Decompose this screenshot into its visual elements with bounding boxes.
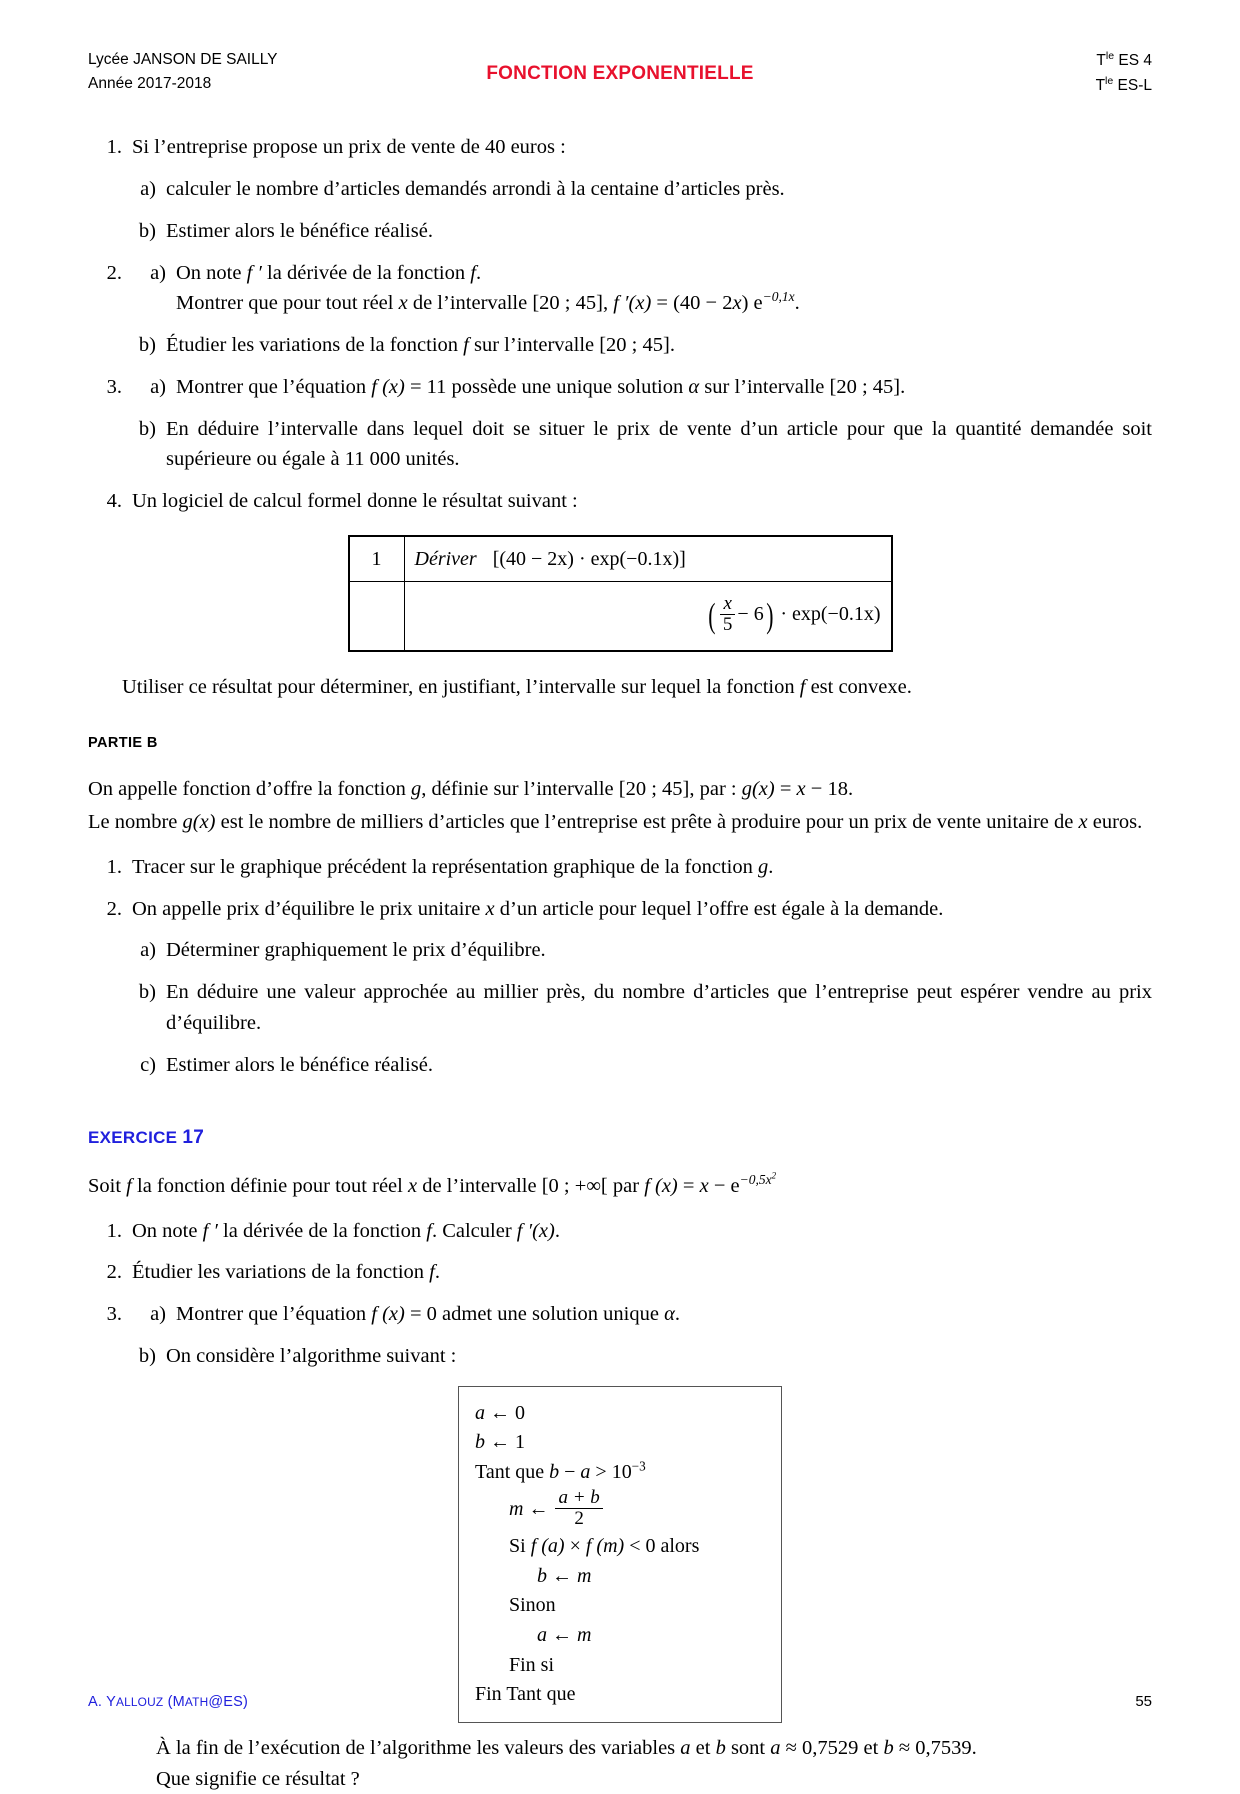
convexe-instruction [122,672,1152,703]
table-row [349,536,892,582]
cas-row-index: 1 [349,536,405,582]
text-fragment: euros. [1087,811,1143,834]
text-fragment: Montrer que pour tout réel [176,292,399,315]
list-text [132,852,1152,883]
fraction-denominator: 2 [555,1508,602,1529]
text-fragment: = 0 admet une solution unique [404,1303,665,1326]
math-a: a [680,1736,691,1759]
fraction-numerator: x [723,593,732,615]
keyword: Tant que [475,1460,550,1483]
page-footer [88,1693,1152,1710]
text-fragment: Étudier les variations de la fonction [166,334,464,357]
keyword: Si [509,1535,531,1558]
math-f: f [429,1261,435,1284]
list-text: calculer le nombre d’articles demandés arrondi à la centaine d’articles près. [166,178,785,201]
text-fragment: la dérivée de la fonction [261,261,471,284]
author-name-part2: ALLOUZ [115,1695,164,1709]
math-fx: f (x) [644,1174,678,1197]
list-marker: c) [140,1053,156,1076]
math-exponent [740,1172,776,1187]
list-text: En déduire l’intervalle dans lequel doit se situer le prix de vente d’un article pour que la quantité demandée soit supérieure ou égale à 11 000 unités. [166,417,1152,471]
class-superscript: le [1105,50,1115,62]
list-text [176,1299,1152,1330]
list-item-q3a [88,372,1152,403]
class-prefix: T [1096,52,1106,70]
list-item-b-q2 [88,894,1152,925]
text-fragment: . Calculer [431,1219,517,1242]
list-text: En déduire une valeur approchée au millier près, du nombre d’articles que l’entreprise peut espérer vendre au prix d’équilibre. [166,981,1152,1034]
list-marker: a) [140,178,156,201]
list-marker: b) [138,981,156,1004]
list-submarker: a) [150,1303,166,1326]
text-fragment: sont [725,1736,771,1759]
math-gx: g(x) [741,778,775,801]
class-prefix-2: T [1095,77,1106,95]
list-text [132,1257,1152,1288]
list-item-b-q2b [88,977,1152,1039]
exponent-base: −0,5x [739,1172,772,1188]
assign-arrow-icon: ← [528,1498,549,1521]
conclusion-text [156,1733,1152,1794]
text-fragment: Tracer sur le graphique précédent la représentation graphique de la fonction [132,855,758,878]
comparison: > 10 [590,1460,632,1483]
cas-result-table [348,535,893,652]
math-b: b [475,1431,485,1454]
list-item-b-q2a [88,935,1152,966]
assign-arrow-icon: ← [552,1624,572,1647]
list-text: Déterminer graphiquement le prix d’équilibre. [166,939,546,962]
list-item-b-q2c [88,1050,1152,1081]
math-fprime-x: f ′(x) [516,1219,555,1242]
list-text [132,894,1152,925]
list-marker: 2. [106,1261,122,1284]
fraction-x-over-5 [720,594,736,635]
fraction-denominator: 5 [720,614,736,635]
math-b: b [549,1460,560,1483]
open-paren: ( [708,595,716,635]
algorithm-container [88,1386,1152,1723]
operator: − [559,1460,581,1483]
list-text [176,258,1152,320]
exponent: −3 [631,1458,646,1474]
text-fragment: d’un article pour lequel l’offre est égale à la demande. [494,897,944,920]
algo-line-assign-b [475,1562,767,1592]
assign-arrow-icon: ← [490,1401,510,1424]
text-fragment: sur l’intervalle [20 ; 45]. [468,334,675,357]
document-body [88,132,1152,1794]
partie-b-heading: PARTIE B [88,734,158,751]
math-fa: f (a) [530,1535,565,1558]
math-f: f [426,1219,432,1242]
text-fragment: . [768,855,774,878]
algo-line-end-if: Fin si [509,1653,555,1676]
math-a: a [537,1624,547,1647]
algo-line-init-a [475,1399,767,1429]
cas-command: Dériver [414,547,477,570]
math-fm: f (m) [585,1535,625,1558]
partie-b-intro-line1 [88,774,1152,805]
list-item-e17-q2 [88,1257,1152,1288]
list-text [166,330,1152,361]
page-header [88,48,1152,98]
math-exponent: −0,1x [762,289,795,305]
minus-six: − 6 [737,603,764,626]
math-x: x [398,292,408,315]
math-a: a [475,1401,485,1424]
text-fragment: . [434,1261,440,1284]
list-marker: 3. [106,1303,122,1326]
list-marker: b) [138,417,156,440]
q2a-line1 [176,258,1152,289]
text-fragment: On appelle prix d’équilibre le prix unitaire [132,897,486,920]
exercice-label: EXERCICE [88,1128,178,1148]
school-name: Lycée JANSON DE SAILLY [88,51,278,68]
text-fragment: . [475,261,482,284]
close-paren: ) [765,595,774,635]
header-right [852,48,1152,98]
page-number: 55 [1135,1693,1152,1710]
text-fragment: de l’intervalle [0 ; +∞[ par [417,1174,645,1197]
text-fragment: . [674,1303,680,1326]
author-name-part1: A. Y [88,1694,116,1710]
text-fragment: la fonction définie pour tout réel [131,1174,408,1197]
list-submarker: a) [150,375,166,398]
conclusion-question: Que signifie ce résultat ? [156,1767,360,1790]
cas-result-tail: · exp(−0.1x) [780,603,881,626]
text-fragment: est convexe. [805,675,912,698]
list-marker: 4. [106,490,122,513]
operator: × [564,1535,586,1558]
math-x: x [1078,811,1088,834]
text-fragment: = [677,1174,700,1197]
list-item-b-q1 [88,852,1152,883]
math-g: g [410,778,422,801]
list-item-e17-q3b [88,1341,1152,1372]
text-fragment: = [774,778,797,801]
list-text: Un logiciel de calcul formel donne le résultat suivant : [132,490,578,513]
assign-arrow-icon: ← [552,1564,572,1587]
math-fx: f (x) [371,375,405,398]
class-superscript-2: le [1105,75,1114,88]
cas-expression: [(40 − 2x) · exp(−0.1x)] [492,547,686,570]
text-fragment: = 11 possède une unique solution [404,375,689,398]
comparison: < 0 [624,1535,661,1558]
list-item-q1 [88,132,1152,163]
list-marker: b) [138,1344,156,1367]
algo-line-else: Sinon [509,1594,556,1617]
text-fragment: On appelle fonction d’offre la fonction [88,778,411,801]
math-f: f [470,261,476,284]
list-marker: b) [138,334,156,357]
list-text: Estimer alors le bénéfice réalisé. [166,219,433,242]
text-fragment: = (40 − 2 [651,292,733,315]
math-x: x [796,778,806,801]
cas-row-index-empty [349,581,405,651]
school-year: Année 2017-2018 [88,75,212,93]
list-submarker: a) [150,261,166,284]
class-rest: ES 4 [1114,52,1152,70]
math-alpha: α [688,375,700,398]
text-fragment: À la fin de l’exécution de l’algorithme les valeurs des variables [156,1736,681,1759]
list-text: Estimer alors le bénéfice réalisé. [166,1053,433,1076]
list-marker: b) [138,219,156,242]
algo-line-midpoint [475,1489,767,1530]
text-fragment: Soit [88,1174,127,1197]
list-marker: 1. [106,1219,122,1242]
math-x: x [485,897,495,920]
cas-table-container [88,535,1152,652]
text-fragment: et [690,1736,716,1759]
math-x: x [407,1174,418,1197]
text-fragment: sur l’intervalle [20 ; 45]. [699,375,906,398]
text-fragment: , définie sur l’intervalle [20 ; 45], par : [421,778,742,801]
class-rest-2: ES-L [1113,77,1152,95]
math-x: x [732,292,742,315]
math-f: f [799,675,806,698]
exercice-number: 17 [182,1127,205,1149]
fraction-numerator: a + b [558,1487,600,1509]
document-title: FONCTION EXPONENTIELLE [486,63,754,84]
cas-command-cell [404,536,892,582]
list-marker: a) [140,939,156,962]
text-fragment: Étudier les variations de la fonction [132,1261,430,1284]
text-fragment: ) e [741,292,763,315]
math-a: a [770,1736,781,1759]
keyword: alors [660,1535,700,1558]
text-fragment: On note [132,1219,203,1242]
math-m: m [577,1564,592,1587]
class-line-2 [852,73,1152,98]
cas-result-cell [404,581,892,651]
text-fragment: Montrer que l’équation [176,1303,372,1326]
algo-line-while [475,1458,767,1488]
math-fprime: f ′ [246,261,262,284]
list-marker: 3. [106,375,122,398]
list-text [132,1216,1152,1247]
list-text: Si l’entreprise propose un prix de vente de 40 euros : [132,136,566,159]
math-a: a [580,1460,591,1483]
list-marker: 2. [106,261,122,284]
text-fragment: est le nombre de milliers d’articles que l’entreprise est prête à produire pour un prix de vente unitaire de [215,811,1079,834]
fraction-a-plus-b-over-2 [555,1488,602,1529]
algo-line-end-while: Fin Tant que [475,1683,576,1706]
list-text: On considère l’algorithme suivant : [166,1344,457,1367]
math-b: b [537,1564,547,1587]
author-name-part4: ATH [184,1695,209,1709]
algo-line-if [475,1532,767,1562]
text-fragment: − e [708,1174,740,1197]
text-fragment: . [554,1219,560,1242]
text-fragment: − 18. [805,778,854,801]
list-item-q2a [88,258,1152,320]
value-a: ≈ 0,7529 et [780,1736,884,1759]
algo-line-assign-a [475,1621,767,1651]
list-marker: 2. [106,897,122,920]
list-item-e17-q1 [88,1216,1152,1247]
exercice-17-intro [88,1171,1152,1202]
exercice-17-heading [88,1124,1152,1153]
list-item-q2b [88,330,1152,361]
exponent-power: 2 [771,1170,777,1181]
math-b: b [715,1736,726,1759]
math-fx: f (x) [371,1303,405,1326]
text-fragment: Le nombre [88,811,183,834]
math-gx: g(x) [182,811,216,834]
algorithm-box [458,1386,782,1723]
value-b: ≈ 0,7539. [893,1736,977,1759]
list-marker: 1. [106,855,122,878]
value: 0 [515,1401,525,1424]
text-fragment: On note [176,261,247,284]
text-fragment: Utiliser ce résultat pour déterminer, en justifiant, l’intervalle sur lequel la fonction [122,675,800,698]
math-g: g [757,855,769,878]
text-fragment: de l’intervalle [20 ; 45], [407,292,614,315]
list-item-q3b [88,414,1152,476]
math-b: b [883,1736,894,1759]
math-x: x [699,1174,709,1197]
list-item-q4 [88,486,1152,517]
class-line-1 [852,48,1152,73]
author-name-part3: (M [163,1694,185,1710]
math-f: f [463,334,469,357]
math-f: f [126,1174,132,1197]
list-item-q1b [88,216,1152,247]
footer-author [88,1694,248,1710]
partie-b-intro-line2 [88,807,1152,838]
list-item-q1a [88,174,1152,205]
math-fprime: f ′ [202,1219,218,1242]
text-fragment: la dérivée de la fonction [217,1219,427,1242]
list-text [176,372,1152,403]
value: 1 [515,1431,525,1454]
list-item-e17-q3a [88,1299,1152,1330]
list-marker: 1. [106,136,122,159]
table-row [349,581,892,651]
q2a-line2 [176,288,1152,319]
author-name-part5: @ES) [208,1694,249,1710]
assign-arrow-icon: ← [490,1431,510,1454]
algo-line-init-b [475,1428,767,1458]
math-alpha: α [664,1303,675,1326]
text-fragment: Montrer que l’équation [176,375,372,398]
math-m: m [509,1498,524,1521]
text-fragment: . [794,292,800,315]
math-m: m [577,1624,592,1647]
math-fprime-x: f ′(x) [613,292,652,315]
header-left [88,48,388,96]
